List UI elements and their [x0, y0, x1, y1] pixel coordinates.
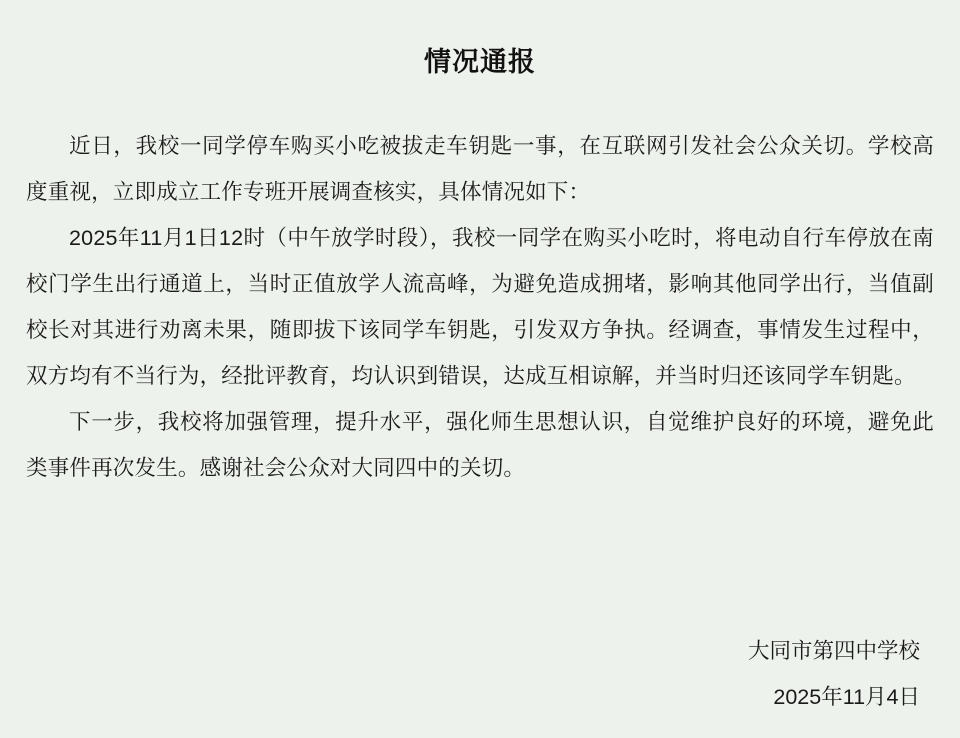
paragraph-1: 近日，我校一同学停车购买小吃被拔走车钥匙一事，在互联网引发社会公众关切。学校高度重视，立即成立工作专班开展调查核实，具体情况如下： [26, 134, 934, 204]
signature-date: 2025年11月4日 [773, 685, 920, 709]
page-title: 情况通报 [424, 47, 536, 77]
paragraph-2: 2025年11月1日12时（中午放学时段），我校一同学在购买小吃时，将电动自行车停放在南校门学生出行通道上，当时正值放学人流高峰，为避免造成拥堵，影响其他同学出行，当值副校长对其进行劝离未果，随即拔下该同学车钥匙，引发双方争执。经调查，事情发生过程中，双方均有不当行为，经批评教育，均认识到错误，达成互相谅解，并当时归还该同学车钥匙。 [26, 226, 934, 388]
signature-block [24, 628, 936, 720]
paragraph-3: 下一步，我校将加强管理，提升水平，强化师生思想认识，自觉维护良好的环境，避免此类事件再次发生。感谢社会公众对大同四中的关切。 [26, 410, 934, 480]
document-body [24, 123, 936, 491]
body-signature-spacer [24, 491, 936, 628]
signature-organization: 大同市第四中学校 [747, 639, 920, 663]
